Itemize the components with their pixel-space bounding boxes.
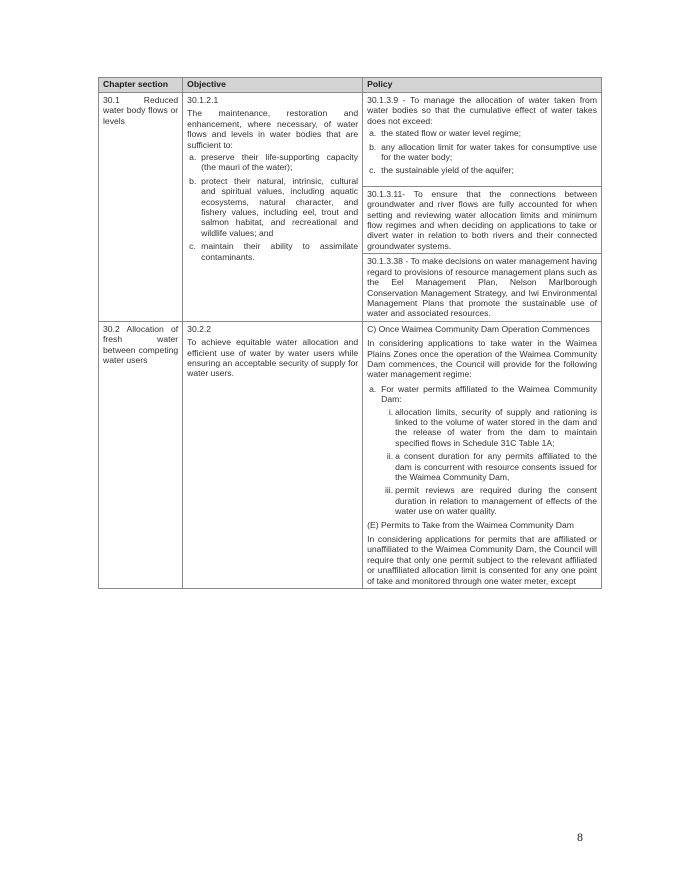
header-objective: Objective [183,78,363,93]
list-item-text: allocation limits, security of supply and rationing is linked to the volume of water stored in the dam and the release of water from the dam to maintain specified flows in Schedule 31C Table 1A; [395,406,597,448]
objective-number: 30.2.2 [187,323,212,334]
policy-text: 30.1.3.38 - To make decisions on water management having regard to provisions of resource management plans such as the Eel Management Plan, Nelson Marlborough Conservation Management Strategy, and Iwi Environmental Management Plans that promote the sustainable use of water and associated resources. [367,256,597,319]
list-item [187,152,358,173]
list-item [381,451,597,482]
policy-text: 30.1.3.9 - To manage the allocation of water taken from water bodies so that the cumulative effect of water takes does not exceed: [367,95,597,126]
policy-heading: C) Once Waimea Community Dam Operation Commences [367,323,590,334]
table-header-row [99,78,602,93]
table-row [99,93,602,322]
list-item [187,241,358,262]
objective-cell [183,93,363,322]
list-item-text: permit reviews are required during the consent duration in relation to management of effects of the water use on water quality. [395,485,597,517]
objective-number: 30.1.2.1 [187,95,219,105]
header-chapter-section: Chapter section [99,78,183,93]
list-marker: a. [369,383,377,394]
list-item-text: the stated flow or water level regime; [381,128,522,139]
list-item [381,485,597,516]
list-marker: a. [369,128,377,139]
list-item-text: a consent duration for any permits affiliated to the dam is concurrent with resource consents issued for the Waimea Community Dam, [395,451,597,482]
policy-text: In considering applications to take water in the Waimea Plains Zones once the operation of the Waimea Community Dam commences, the Council will provide for the following water management regime: [367,338,597,380]
objective-list [187,152,358,262]
list-item-text: preserve their life-supporting capacity (the mauri of the water); [201,152,359,173]
list-marker: i. [388,406,394,417]
list-item [367,384,597,517]
list-item [367,165,597,175]
list-marker: b. [189,175,197,186]
policy-table [98,77,602,589]
policy-subcell [363,253,601,318]
objective-text: The maintenance, restoration and enhancement, where necessary, of water flows and levels in water bodies that are sufficient to: [187,108,359,150]
policy-heading: (E) Permits to Take from the Waimea Community Dam [367,519,574,530]
list-item [381,407,597,449]
policy-text: In considering applications for permits that are affiliated or unaffiliated to the Waimea Community Dam, the Council will require that only one permit subject to the relevant affiliated or unaffiliated allocation limit is consented for any one point of take and monitored through one water meter, except [367,534,597,586]
policy-list [367,384,597,517]
list-marker: ii. [386,451,394,462]
policy-cell [363,321,602,588]
objective-cell [183,321,363,588]
list-item-text: protect their natural, intrinsic, cultural and spiritual values, including aquatic ecosystems, natural character, and fishery values, including eel, trout and salmon habitat, and recreational and wildlife values; and [201,175,359,238]
page-number: 8 [577,830,583,844]
header-policy: Policy [363,78,602,93]
list-item-text: maintain their ability to assimilate contaminants. [201,241,359,262]
list-marker: b. [369,141,377,152]
list-marker: c. [369,165,376,176]
policy-text: 30.1.3.11- To ensure that the connections between groundwater and river flows are fully accounted for when setting and reviewing water allocation limits and minimum flow regimes and when deciding on applications to take or divert water in relation to both rivers and their connected groundwater systems. [367,188,597,251]
table-row [99,321,602,588]
list-item-text: the sustainable yield of the aquifer; [381,165,514,176]
policy-subcell [363,186,601,251]
list-marker: a. [189,152,197,163]
list-item [367,128,597,138]
objective-text: To achieve equitable water allocation and efficient use of water by water users while ensuring an acceptable security of supply for water users. [187,337,359,379]
list-item [367,142,597,163]
chapter-section-cell: 30.1 Reduced water body flows or levels [99,93,183,322]
list-item-text: any allocation limit for water takes for consumptive use for the water body; [381,141,597,163]
list-marker: iii. [384,485,394,496]
list-item-text: For water permits affiliated to the Waimea Community Dam: [381,383,597,405]
list-marker: c. [189,241,196,252]
policy-cell [363,93,602,322]
policy-sublist [381,407,597,517]
chapter-section-cell: 30.2 Allocation of fresh water between competing water users [99,321,183,588]
policy-list [367,128,597,176]
list-item [187,176,358,238]
